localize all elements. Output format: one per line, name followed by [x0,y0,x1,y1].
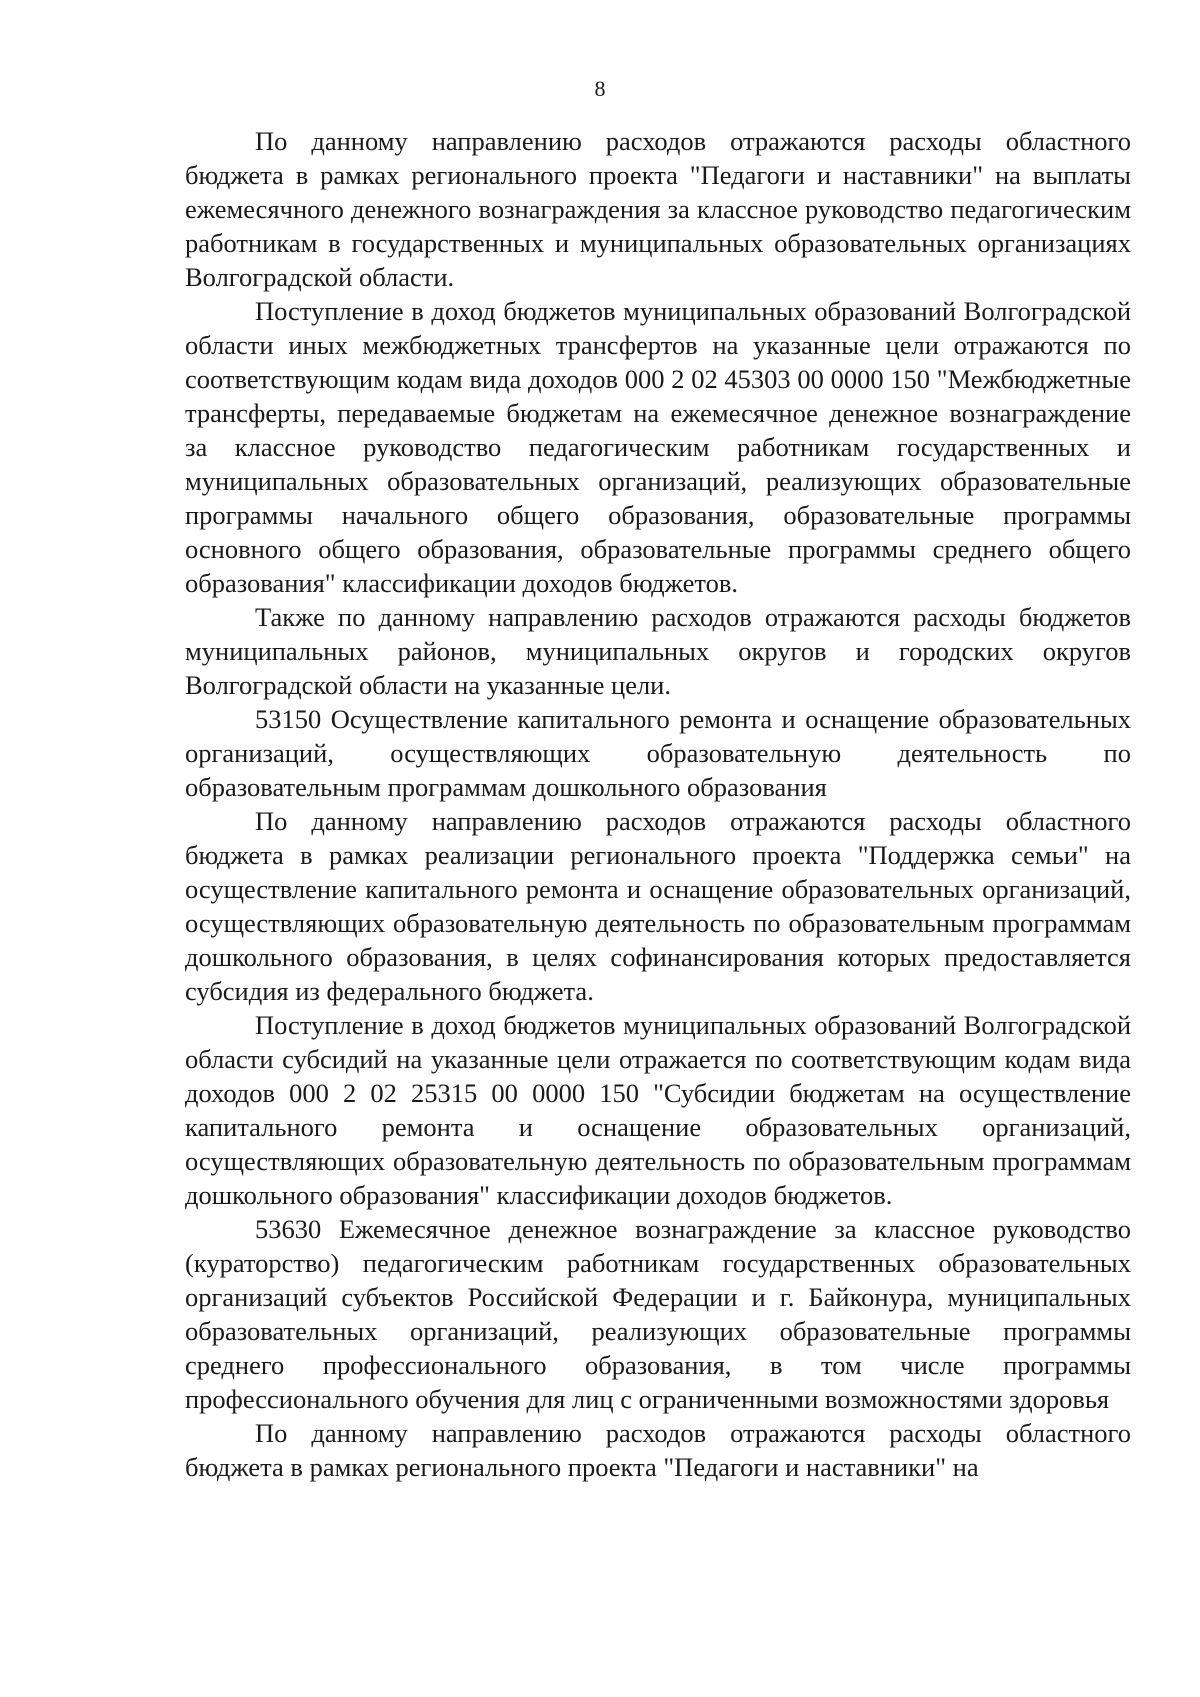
paragraph-revenue-subsidies: Поступление в доход бюджетов муниципальных образований Волгоградской области субсидий на указанные цели отражается по соответствующим кодам вида доходов 000 2 02 25315 00 0000 150 "Субсидии бюджетам на осуществление капитального ремонта и оснащение образовательных организаций, осуществляющих образовательную деятельность по образовательным программам дошкольного образования" классификации доходов бюджетов. [185,1010,1131,1210]
paragraph-code-53150: 53150 Осуществление капитального ремонта и оснащение образовательных организаций, осуществляющих образовательную деятельность по образовательным программам дошкольного образования [185,704,1131,802]
paragraph-expenses-family-support: По данному направлению расходов отражаются расходы областного бюджета в рамках реализации регионального проекта "Поддержка семьи" на осуществление капитального ремонта и оснащение образовательных организаций, осуществляющих образовательную деятельность по образовательным программам дошкольного образования, в целях софинансирования которых предоставляется субсидия из федерального бюджета. [185,806,1131,1006]
paragraph-expenses-teachers-mentors: По данному направлению расходов отражаются расходы областного бюджета в рамках регионального проекта "Педагоги и наставники" на [185,1418,1131,1482]
paragraph-municipal-expenses: Также по данному направлению расходов отражаются расходы бюджетов муниципальных районов, муниципальных округов и городских округов Волгоградской области на указанные цели. [185,602,1131,700]
paragraph-revenue-transfers: Поступление в доход бюджетов муниципальных образований Волгоградской области иных межбюджетных трансфертов на указанные цели отражаются по соответствующим кодам вида доходов 000 2 02 45303 00 0000 150 "Межбюджетные трансферты, передаваемые бюджетам на ежемесячное денежное вознаграждение за классное руководство педагогическим работникам государственных и муниципальных образовательных организаций, реализующих образовательные программы начального общего образования, образовательные программы основного общего образования, образовательные программы среднего общего образования" классификации доходов бюджетов. [185,296,1131,598]
paragraph-expenses-teachers: По данному направлению расходов отражаются расходы областного бюджета в рамках регионального проекта "Педагоги и наставники" на выплаты ежемесячного денежного вознаграждения за классное руководство педагогическим работникам в государственных и муниципальных образовательных организациях Волгоградской области. [185,126,1131,292]
page-number: 8 [594,76,606,101]
document-body [185,124,1131,1484]
paragraph-code-53630: 53630 Ежемесячное денежное вознаграждение за классное руководство (кураторство) педагогическим работникам государственных образовательных организаций субъектов Российской Федерации и г. Байконура, муниципальных образовательных организаций, реализующих образовательные программы среднего профессионального образования, в том числе программы профессионального обучения для лиц с ограниченными возможностями здоровья [185,1214,1131,1414]
